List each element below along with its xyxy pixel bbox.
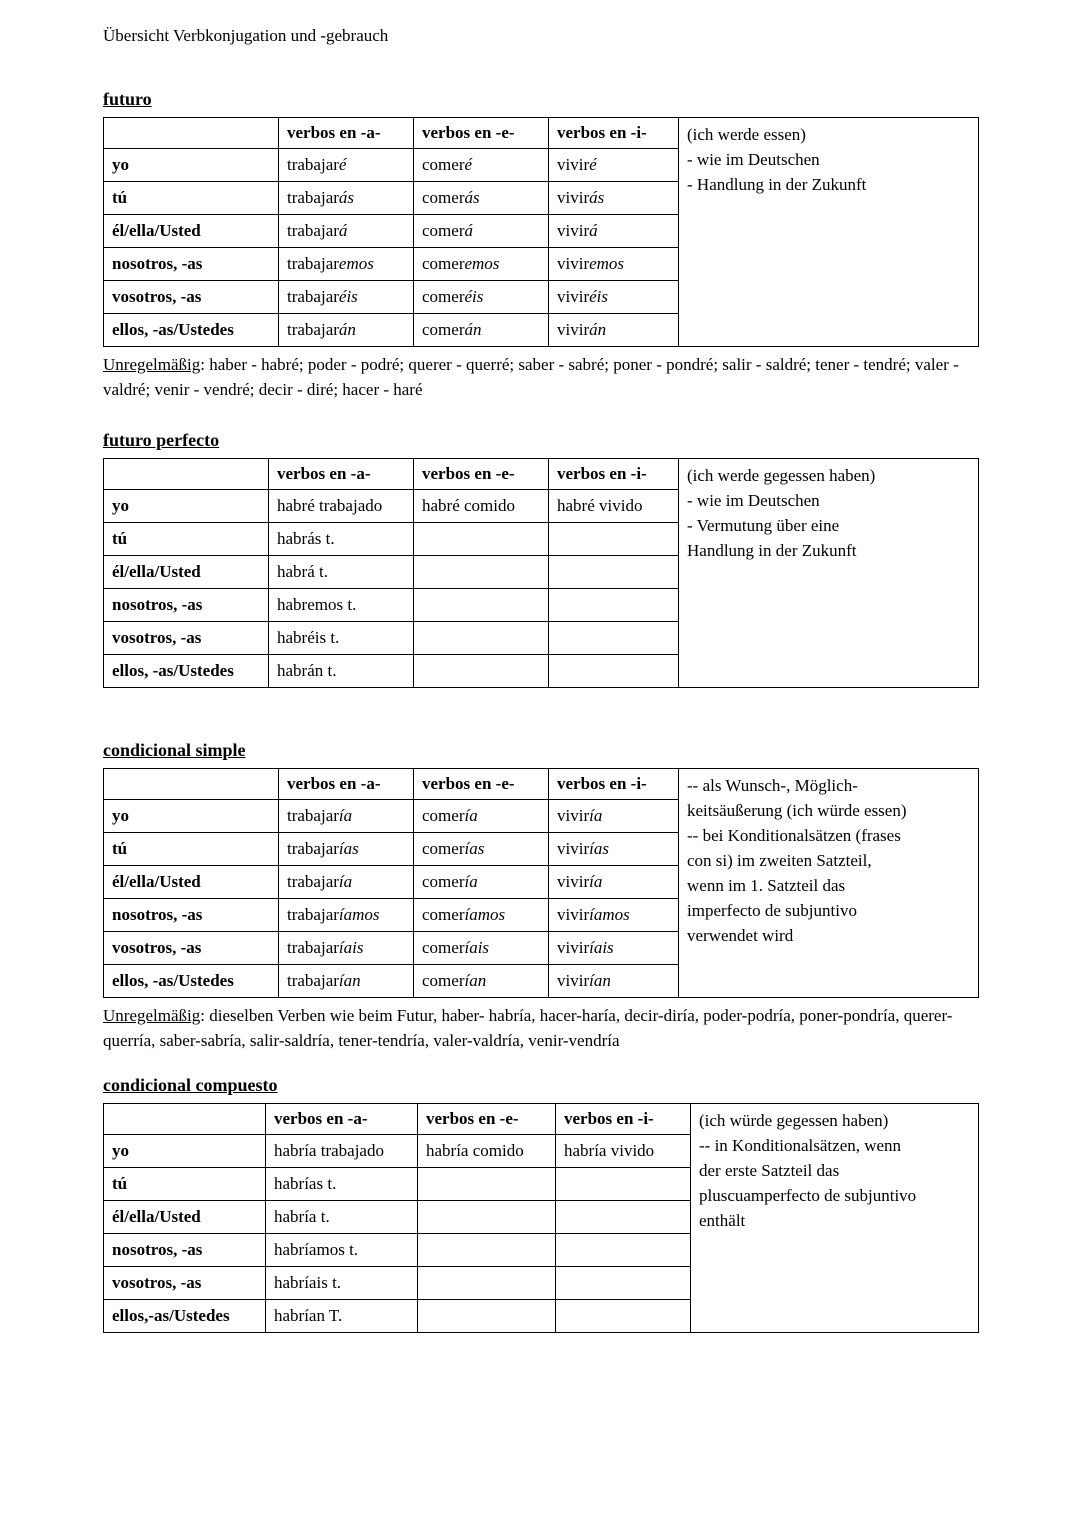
usage-note-line: Handlung in der Zukunft [687,541,857,560]
column-header: verbos en -i- [549,118,679,149]
conjugation-cell [414,589,549,622]
conjugation-cell [549,523,679,556]
irregular-verbs-label: Unregelmäßig [103,355,201,374]
conjugation-cell: habrías t. [266,1168,418,1201]
conjugation-table-futuro-perfecto [103,458,979,688]
conjugation-cell: vivirías [549,833,679,866]
conjugation-cell: comerían [414,965,549,998]
pronoun-label: ellos, -as/Ustedes [104,965,279,998]
conjugation-table-futuro [103,117,979,347]
conjugation-cell: habremos t. [269,589,414,622]
pronoun-label: vosotros, -as [104,932,279,965]
conjugation-cell: trabajaréis [279,281,414,314]
conjugation-table-condicional-simple [103,768,979,998]
conjugation-cell: trabajaremos [279,248,414,281]
column-header: verbos en -e- [414,459,549,490]
pronoun-label: yo [104,149,279,182]
section-futuro [103,89,980,402]
section-title-futuro: futuro [103,89,152,109]
pronoun-label: ellos, -as/Ustedes [104,314,279,347]
conjugation-cell: habría trabajado [266,1135,418,1168]
conjugation-cell [418,1300,556,1333]
usage-note-line: enthält [699,1211,746,1230]
section-condicional-compuesto [103,1075,980,1333]
conjugation-cell: comeríais [414,932,549,965]
pronoun-label: yo [104,800,279,833]
conjugation-cell: habré vivido [549,490,679,523]
conjugation-cell: habrá t. [269,556,414,589]
page-title: Übersicht Verbkonjugation und -gebrauch [103,26,389,45]
section-futuro-perfecto [103,430,980,688]
irregular-verbs-note: Unregelmäßig: haber - habré; poder - podré; querer - querré; saber - sabré; poner - pondré; salir - saldré; tener - tendré; valer - valdré; venir - vendré; decir - diré; hacer - haré [103,355,959,399]
section-title-futuro-perfecto: futuro perfecto [103,430,220,450]
pronoun-label: yo [104,490,269,523]
section-title-condicional-simple: condicional simple [103,740,246,760]
usage-note-line: pluscuamperfecto de subjuntivo [699,1186,917,1205]
conjugation-cell: comeré [414,149,549,182]
conjugation-cell [418,1201,556,1234]
pronoun-label: vosotros, -as [104,1267,266,1300]
conjugation-cell [418,1168,556,1201]
pronoun-label: él/ella/Usted [104,1201,266,1234]
conjugation-cell: vivirás [549,182,679,215]
usage-note-line: - Handlung in der Zukunft [687,175,867,194]
column-header: verbos en -i- [549,769,679,800]
conjugation-cell [414,655,549,688]
usage-note-line: (ich würde gegessen haben) [699,1111,889,1130]
conjugation-cell: vivirían [549,965,679,998]
usage-note [679,118,979,347]
conjugation-cell: viviría [549,866,679,899]
pronoun-label: nosotros, -as [104,589,269,622]
conjugation-cell: trabajará [279,215,414,248]
usage-note-line: imperfecto de subjuntivo [687,901,857,920]
conjugation-cell: habría t. [266,1201,418,1234]
conjugation-cell: viviríais [549,932,679,965]
column-header: verbos en -a- [279,118,414,149]
conjugation-cell: viviríamos [549,899,679,932]
pronoun-label: él/ella/Usted [104,215,279,248]
conjugation-cell: trabajarías [279,833,414,866]
usage-note-line: -- bei Konditionalsätzen (frases [687,826,901,845]
conjugation-cell: viviremos [549,248,679,281]
pronoun-label: ellos,-as/Ustedes [104,1300,266,1333]
conjugation-cell: trabajarán [279,314,414,347]
column-header: verbos en -a- [279,769,414,800]
conjugation-cell: habría vivido [556,1135,691,1168]
usage-note [691,1104,979,1333]
pronoun-label: ellos, -as/Ustedes [104,655,269,688]
corner-cell [104,769,279,800]
conjugation-cell [549,622,679,655]
pronoun-label: él/ella/Usted [104,556,269,589]
conjugation-cell: comeréis [414,281,549,314]
conjugation-cell: trabajaríamos [279,899,414,932]
conjugation-cell [549,655,679,688]
conjugation-cell [418,1234,556,1267]
conjugation-cell [414,556,549,589]
irregular-verbs-label: Unregelmäßig [103,1006,201,1025]
conjugation-cell [556,1234,691,1267]
conjugation-cell: habríais t. [266,1267,418,1300]
pronoun-label: tú [104,833,279,866]
conjugation-cell: habré trabajado [269,490,414,523]
conjugation-cell: comerá [414,215,549,248]
usage-note-line: - Vermutung über eine [687,516,840,535]
usage-note-line: keitsäußerung (ich würde essen) [687,801,907,820]
conjugation-cell: trabajaría [279,866,414,899]
conjugation-cell: comerás [414,182,549,215]
conjugation-cell: trabajarás [279,182,414,215]
conjugation-cell: comeríamos [414,899,549,932]
pronoun-label: nosotros, -as [104,1234,266,1267]
usage-note-line: con si) im zweiten Satzteil, [687,851,872,870]
column-header: verbos en -e- [414,769,549,800]
conjugation-cell: habrás t. [269,523,414,556]
conjugation-cell [549,556,679,589]
pronoun-label: tú [104,182,279,215]
irregular-verbs-note: Unregelmäßig: dieselben Verben wie beim Futur, haber- habría, hacer-haría, decir-diría, poder-podría, poner-pondría, querer- querría, saber-sabría, salir-saldría, tener-tendría, valer-valdría, venir-vendría [103,1006,953,1050]
usage-note-line: -- in Konditionalsätzen, wenn [699,1136,902,1155]
sections-container [103,89,980,1333]
conjugation-cell [556,1168,691,1201]
conjugation-cell: habré comido [414,490,549,523]
conjugation-cell: trabajaríais [279,932,414,965]
corner-cell [104,459,269,490]
conjugation-cell: trabajarían [279,965,414,998]
conjugation-cell: trabajaría [279,800,414,833]
pronoun-label: nosotros, -as [104,899,279,932]
pronoun-label: nosotros, -as [104,248,279,281]
conjugation-table-condicional-compuesto [103,1103,979,1333]
conjugation-cell: viviría [549,800,679,833]
usage-note-line: der erste Satzteil das [699,1161,840,1180]
pronoun-label: vosotros, -as [104,622,269,655]
conjugation-cell: habríamos t. [266,1234,418,1267]
conjugation-cell: comeremos [414,248,549,281]
column-header: verbos en -a- [266,1104,418,1135]
usage-note-line: - wie im Deutschen [687,150,820,169]
column-header: verbos en -i- [549,459,679,490]
conjugation-cell: vivirá [549,215,679,248]
corner-cell [104,1104,266,1135]
usage-note-line: -- als Wunsch-, Möglich- [687,776,858,795]
pronoun-label: yo [104,1135,266,1168]
section-condicional-simple [103,740,980,1053]
conjugation-cell: comería [414,800,549,833]
conjugation-cell: viviré [549,149,679,182]
conjugation-cell: habréis t. [269,622,414,655]
section-title-condicional-compuesto: condicional compuesto [103,1075,278,1095]
usage-note [679,459,979,688]
conjugation-cell: vivirán [549,314,679,347]
usage-note-line: (ich werde essen) [687,125,806,144]
conjugation-cell: comerán [414,314,549,347]
conjugation-cell: viviréis [549,281,679,314]
column-header: verbos en -i- [556,1104,691,1135]
pronoun-label: tú [104,1168,266,1201]
conjugation-cell [549,589,679,622]
conjugation-cell: habría comido [418,1135,556,1168]
conjugation-cell: comería [414,866,549,899]
usage-note-line: - wie im Deutschen [687,491,820,510]
usage-note-line: wenn im 1. Satzteil das [687,876,846,895]
column-header: verbos en -e- [418,1104,556,1135]
usage-note [679,769,979,998]
pronoun-label: tú [104,523,269,556]
conjugation-cell [556,1300,691,1333]
conjugation-cell [556,1267,691,1300]
conjugation-cell: trabajaré [279,149,414,182]
pronoun-label: él/ella/Usted [104,866,279,899]
column-header: verbos en -e- [414,118,549,149]
conjugation-cell [418,1267,556,1300]
conjugation-cell [414,622,549,655]
conjugation-cell: habrán t. [269,655,414,688]
corner-cell [104,118,279,149]
usage-note-line: (ich werde gegessen haben) [687,466,876,485]
usage-note-line: verwendet wird [687,926,794,945]
column-header: verbos en -a- [269,459,414,490]
pronoun-label: vosotros, -as [104,281,279,314]
conjugation-cell: habrían T. [266,1300,418,1333]
conjugation-cell [556,1201,691,1234]
conjugation-cell: comerías [414,833,549,866]
conjugation-cell [414,523,549,556]
